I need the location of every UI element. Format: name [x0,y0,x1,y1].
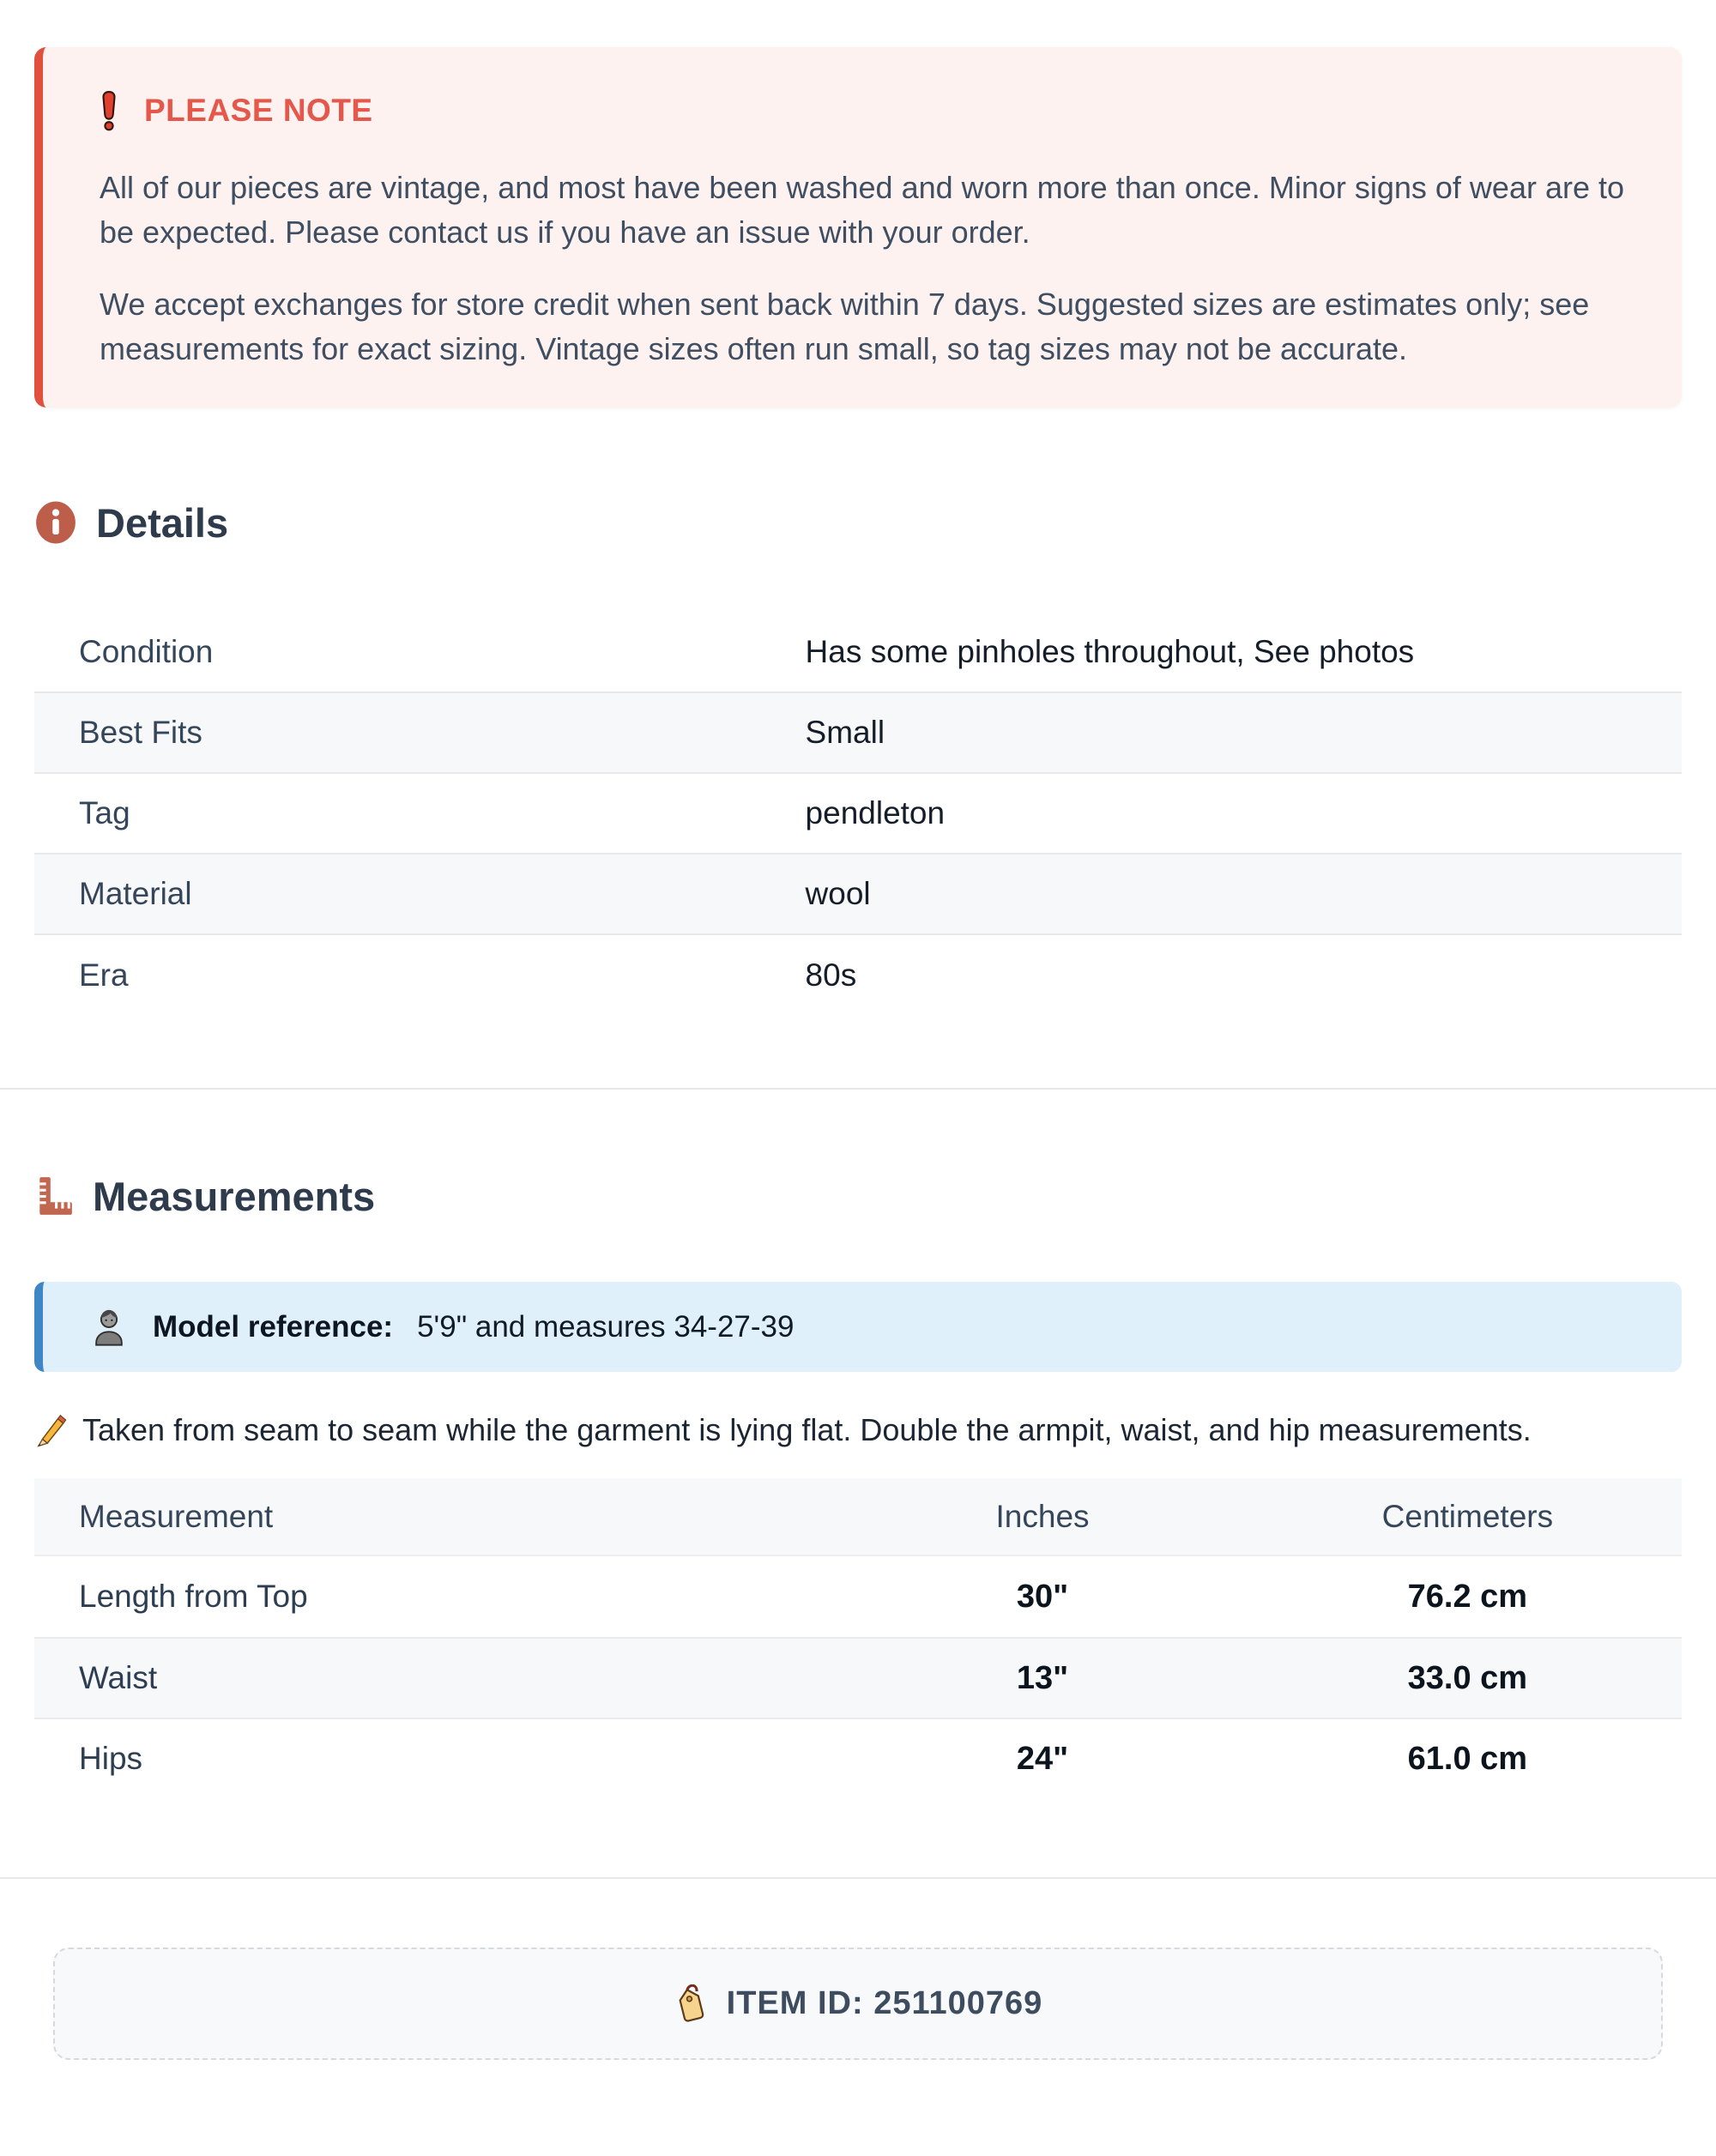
model-reference-label: Model reference: [153,1309,394,1344]
detail-value: Small [805,715,885,750]
column-header-centimeters: Centimeters [1381,1498,1554,1534]
product-detail-page [0,47,1716,2156]
measurements-section-header [34,1172,1682,1220]
details-row-condition [34,613,1682,693]
exclamation-icon [100,90,118,131]
column-header-measurement: Measurement [79,1498,274,1534]
section-divider [0,1088,1716,1090]
measurement-inches: 24" [1016,1740,1069,1777]
pencil-icon [34,1412,67,1448]
info-icon [34,500,77,545]
please-note-alert [34,47,1682,408]
detail-value: Has some pinholes throughout, See photos [805,634,1415,669]
detail-label: Condition [79,634,214,669]
column-header-inches: Inches [995,1498,1090,1534]
section-divider [0,1877,1716,1879]
details-row-era [34,935,1682,1016]
details-row-tag [34,774,1682,855]
item-id-box [53,1948,1663,2060]
measurement-row-length [34,1556,1682,1637]
measurement-note-text: Taken from seam to seam while the garment is lying flat. Double the armpit, waist, and hip measurements. [82,1412,1532,1447]
detail-label: Best Fits [79,715,202,750]
measurement-name: Hips [79,1741,143,1776]
detail-value: wool [805,876,871,911]
measurement-row-waist [34,1637,1682,1718]
measurement-name: Length from Top [79,1579,308,1614]
detail-label: Tag [79,795,130,830]
measurements-heading: Measurements [93,1173,376,1219]
measurements-table-header [34,1478,1682,1556]
detail-value: pendleton [805,795,946,830]
measurement-inches: 13" [1016,1659,1069,1696]
measurement-cm: 76.2 cm [1407,1578,1528,1615]
measurement-row-hips [34,1718,1682,1798]
detail-label: Era [79,957,129,993]
details-section-header [34,498,1682,547]
detail-value: 80s [805,957,857,993]
alert-paragraph-1: All of our pieces are vintage, and most have been washed and worn more than once. Minor signs of wear are to be expected. Please contact us if you have an issue with your order. [100,170,1625,250]
measurements-table [34,1478,1682,1798]
details-table [34,613,1682,1016]
model-reference-value: 5'9" and measures 34-27-39 [417,1309,795,1344]
measurement-cm: 61.0 cm [1407,1740,1528,1777]
model-reference-callout [34,1282,1682,1372]
detail-label: Material [79,876,192,911]
measurement-name: Waist [79,1660,158,1695]
details-heading: Details [96,499,229,546]
details-row-best-fits [34,693,1682,774]
ruler-icon [34,1175,74,1217]
measurement-cm: 33.0 cm [1407,1659,1528,1696]
details-row-material [34,855,1682,935]
item-id-text: ITEM ID: 251100769 [726,1985,1043,2021]
measurement-inches: 30" [1016,1578,1069,1615]
person-icon [89,1307,129,1347]
measurement-note [34,1411,1682,1449]
tag-icon [674,1984,708,2024]
alert-title: PLEASE NOTE [144,93,373,128]
alert-header [100,90,1630,131]
alert-paragraph-2: We accept exchanges for store credit when sent back within 7 days. Suggested sizes are estimates only; see measurements for exact sizing. Vintage sizes often run small, so tag sizes may not be accurate. [100,287,1590,366]
